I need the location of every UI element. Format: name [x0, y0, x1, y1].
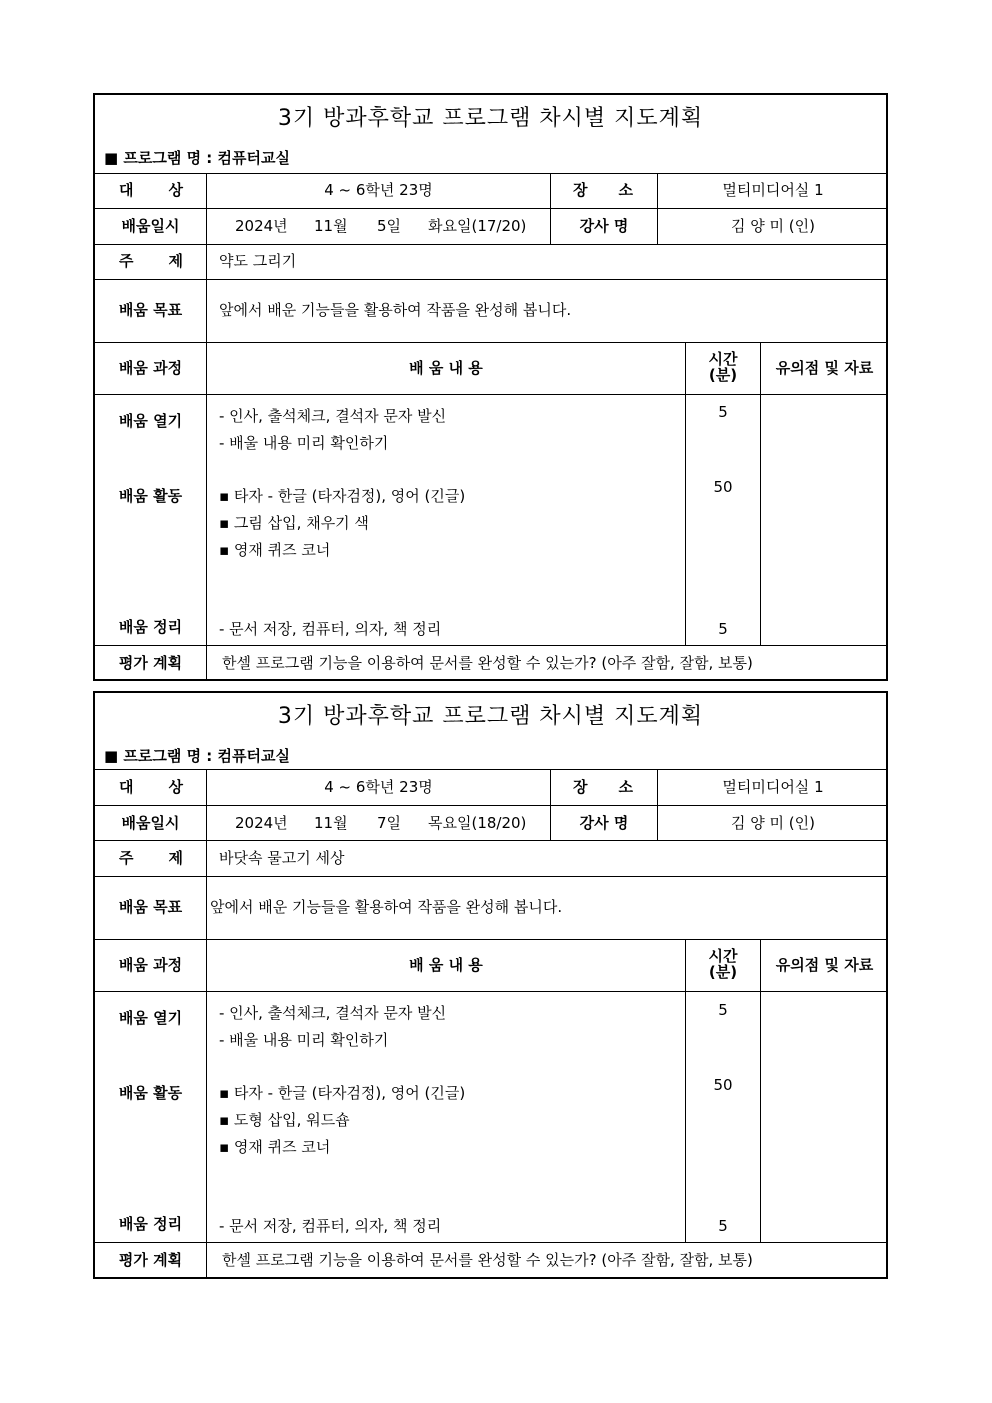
grid-line	[95, 805, 886, 806]
target-value: 4 ~ 6학년 23명	[324, 181, 433, 199]
stage-label: 배움 활동	[118, 1084, 183, 1102]
process-header: 배움 과정	[118, 359, 183, 377]
goal-value: 앞에서 배운 기능들을 활용하여 작품을 완성해 봅니다.	[210, 898, 563, 916]
target-value: 4 ~ 6학년 23명	[324, 778, 433, 796]
content-header: 배 움 내 용	[409, 956, 483, 974]
content-header: 배 움 내 용	[409, 359, 483, 377]
grid-line	[760, 939, 761, 1242]
stage-line: - 인사, 출석체크, 결석자 문자 발신	[219, 407, 447, 425]
date-month: 11월	[314, 217, 348, 235]
date-year: 2024년	[235, 217, 288, 235]
grid-line	[95, 1242, 886, 1243]
grid-line	[95, 244, 886, 245]
place-value: 멀티미디어실 1	[722, 181, 824, 199]
stage-line: ▪ 타자 - 한글 (타자검정), 영어 (긴글)	[219, 1084, 466, 1102]
target-label: 대 상	[119, 181, 183, 199]
evaluation-label: 평가 계획	[118, 1251, 183, 1269]
date-label: 배움일시	[121, 217, 180, 235]
program-name: ■ 프로그램 명 : 컴퓨터교실	[104, 149, 290, 167]
place-value: 멀티미디어실 1	[722, 778, 824, 796]
time-header: 시간 (분)	[708, 350, 738, 384]
date-day: 5일	[377, 217, 402, 235]
evaluation-value: 한셀 프로그램 기능을 이용하여 문서를 완성할 수 있는가? (아주 잘함, 잘함, 보통)	[222, 1251, 753, 1269]
topic-label: 주 제	[119, 849, 183, 867]
date-year: 2024년	[235, 814, 288, 832]
plan-title: 3기 방과후학교 프로그램 차시별 지도계획	[277, 704, 704, 729]
goal-label: 배움 목표	[118, 898, 183, 916]
stage-label: 배움 정리	[118, 618, 183, 636]
stage-line: - 문서 저장, 컴퓨터, 의자, 책 정리	[219, 1217, 442, 1235]
stage-label: 배움 열기	[118, 412, 183, 430]
stage-label: 배움 정리	[118, 1215, 183, 1233]
date-day: 7일	[377, 814, 402, 832]
stage-line: ▪ 타자 - 한글 (타자검정), 영어 (긴글)	[219, 487, 466, 505]
stage-time: 5	[718, 403, 728, 421]
stage-line: - 배울 내용 미리 확인하기	[219, 1031, 389, 1049]
goal-label: 배움 목표	[118, 301, 183, 319]
grid-line	[95, 279, 886, 280]
stage-line: ▪ 그림 삽입, 채우기 색	[219, 514, 369, 532]
target-label: 대 상	[119, 778, 183, 796]
evaluation-value: 한셀 프로그램 기능을 이용하여 문서를 완성할 수 있는가? (아주 잘함, 잘함, 보통)	[222, 654, 753, 672]
grid-line	[206, 769, 207, 1279]
grid-line	[95, 645, 886, 646]
grid-line	[95, 769, 886, 770]
stage-line: - 배울 내용 미리 확인하기	[219, 434, 389, 452]
date-weekday: 화요일(17/20)	[428, 217, 527, 235]
grid-line	[95, 840, 886, 841]
place-label: 장 소	[573, 181, 633, 199]
grid-line	[760, 342, 761, 645]
stage-line: ▪ 영재 퀴즈 코너	[219, 1138, 331, 1156]
topic-label: 주 제	[119, 252, 183, 270]
stage-line: - 문서 저장, 컴퓨터, 의자, 책 정리	[219, 620, 442, 638]
date-weekday: 목요일(18/20)	[428, 814, 527, 832]
instructor-label: 강사 명	[579, 814, 629, 832]
grid-line	[95, 208, 886, 209]
program-name: ■ 프로그램 명 : 컴퓨터교실	[104, 747, 290, 765]
date-label: 배움일시	[121, 814, 180, 832]
topic-value: 약도 그리기	[219, 252, 297, 270]
grid-line	[95, 876, 886, 877]
grid-line	[206, 173, 207, 681]
time-header: 시간 (분)	[708, 947, 738, 981]
grid-line	[95, 173, 886, 174]
grid-line	[95, 939, 886, 940]
date-month: 11월	[314, 814, 348, 832]
goal-value: 앞에서 배운 기능들을 활용하여 작품을 완성해 봅니다.	[219, 301, 572, 319]
process-header: 배움 과정	[118, 956, 183, 974]
stage-time: 50	[713, 478, 733, 496]
instructor-label: 강사 명	[579, 217, 629, 235]
stage-time: 5	[718, 1217, 728, 1235]
plan-title: 3기 방과후학교 프로그램 차시별 지도계획	[277, 106, 704, 131]
place-label: 장 소	[573, 778, 633, 796]
stage-time: 5	[718, 1001, 728, 1019]
topic-value: 바닷속 물고기 세상	[219, 849, 345, 867]
grid-line	[95, 394, 886, 395]
grid-line	[95, 342, 886, 343]
stage-label: 배움 활동	[118, 487, 183, 505]
instructor-value: 김 양 미 (인)	[731, 814, 815, 832]
lesson-plan-2	[93, 691, 888, 1279]
grid-line	[95, 991, 886, 992]
stage-line: - 인사, 출석체크, 결석자 문자 발신	[219, 1004, 447, 1022]
stage-line: ▪ 도형 삽입, 워드숍	[219, 1111, 350, 1129]
stage-time: 50	[713, 1076, 733, 1094]
evaluation-label: 평가 계획	[118, 654, 183, 672]
notes-header: 유의점 및 자료	[775, 956, 874, 974]
stage-line: ▪ 영재 퀴즈 코너	[219, 541, 331, 559]
lesson-plan-1	[93, 93, 888, 681]
notes-header: 유의점 및 자료	[775, 359, 874, 377]
stage-label: 배움 열기	[118, 1009, 183, 1027]
instructor-value: 김 양 미 (인)	[731, 217, 815, 235]
stage-time: 5	[718, 620, 728, 638]
